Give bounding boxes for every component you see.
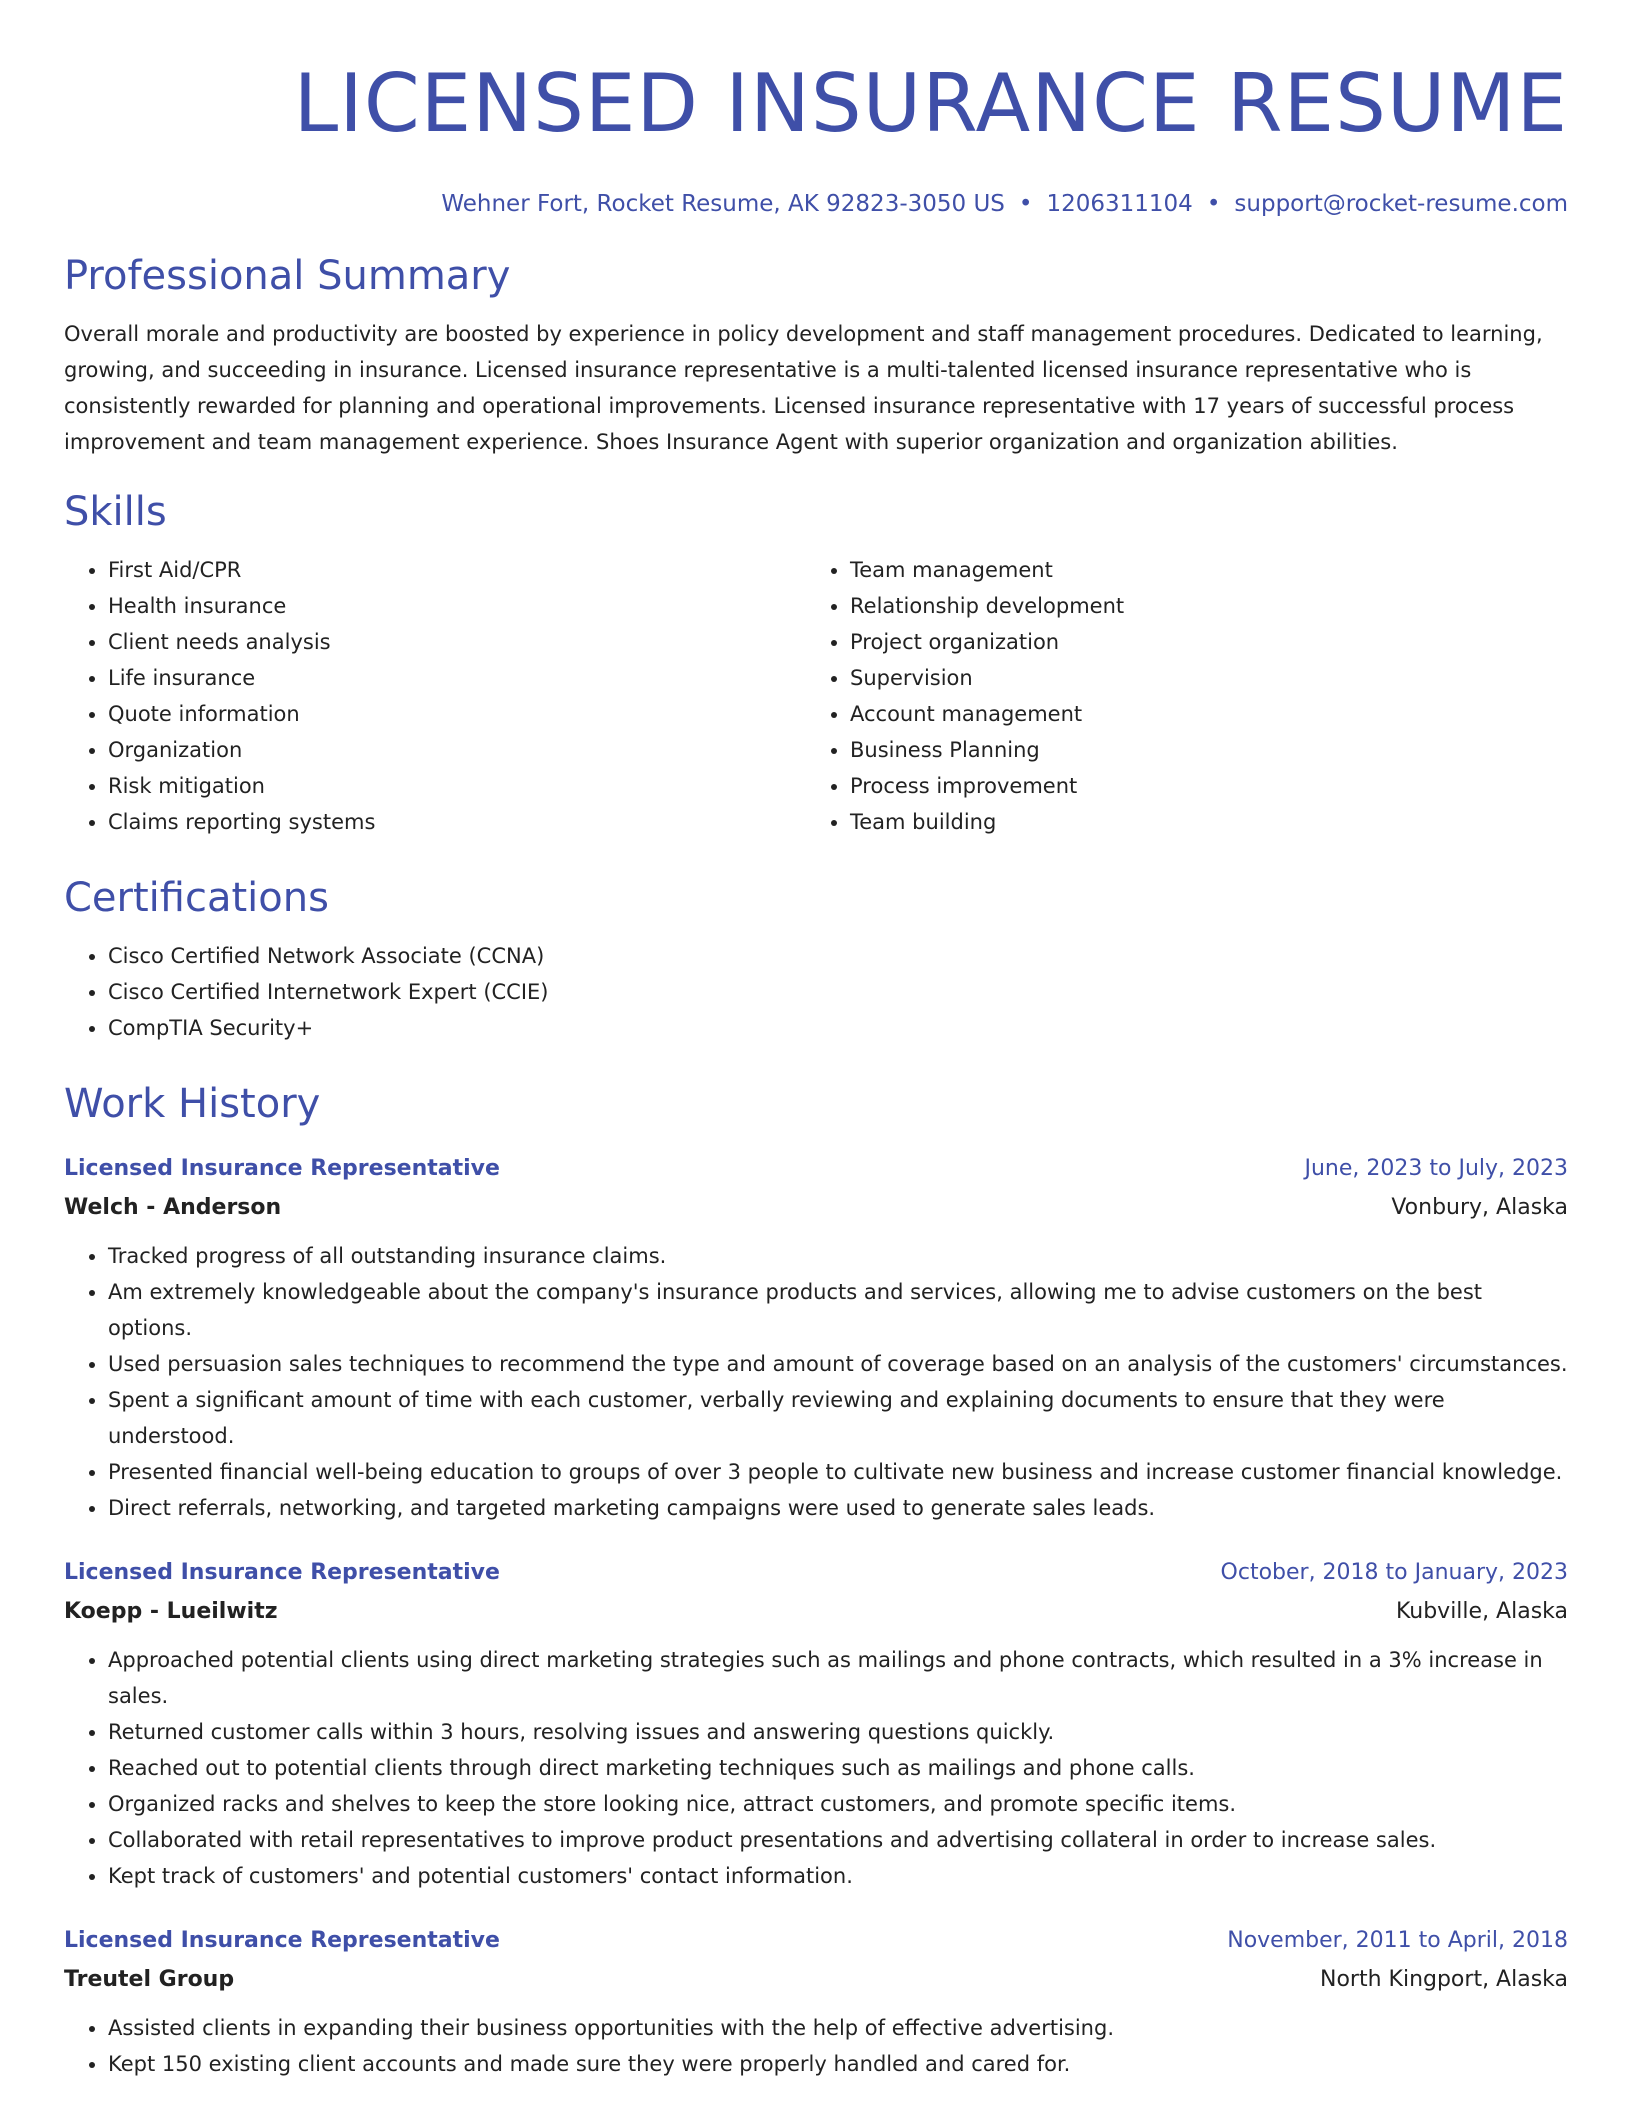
job-company: Koepp - Lueilwitz: [64, 1599, 278, 1624]
job-bullet: • Spent a significant amount of time with each customer, verbally reviewing and explaining documents to ensure that they were understood.: [108, 1382, 1568, 1454]
job-location: North Kingport, Alaska: [1320, 1967, 1568, 1992]
job-bullet: • Am extremely knowledgeable about the company's insurance products and services, allowing me to advise customers on the best options.: [108, 1274, 1568, 1346]
job-bullet: • Approached potential clients using direct marketing strategies such as mailings and phone contracts, which resulted in a 3% increase in sales.: [108, 1642, 1568, 1714]
skills-column-right: [806, 552, 1548, 840]
section-heading-summary: Professional Summary: [64, 253, 511, 299]
job-bullet: • Organized racks and shelves to keep the store looking nice, attract customers, and promote specific items.: [108, 1786, 1568, 1822]
section-heading-work-history: Work History: [64, 1081, 321, 1127]
job-company-row: [64, 1960, 1568, 2000]
contact-address: Wehner Fort, Rocket Resume, AK 92823-3050 US: [441, 191, 1005, 217]
certification-item: • CompTIA Security+: [108, 1010, 1568, 1046]
skill-item: • Life insurance: [108, 660, 806, 696]
job-bullet: • Assisted clients in expanding their business opportunities with the help of effective advertising.: [108, 2010, 1568, 2046]
job-bullet: • Direct referrals, networking, and targeted marketing campaigns were used to generate sales leads.: [108, 1490, 1568, 1526]
skill-item: • Client needs analysis: [108, 624, 806, 660]
skill-item: • Quote information: [108, 696, 806, 732]
job-company: Treutel Group: [64, 1967, 235, 1992]
skills-section: [64, 484, 1568, 840]
job-title: Licensed Insurance Representative: [64, 1928, 500, 1953]
skill-item: • Supervision: [850, 660, 1548, 696]
job-entry: [64, 1922, 1568, 2082]
job-dates: November, 2011 to April, 2018: [1227, 1928, 1568, 1953]
skill-item: • Team management: [850, 552, 1548, 588]
certification-item: • Cisco Certified Internetwork Expert (CCIE): [108, 974, 1568, 1010]
job-entry: [64, 1554, 1568, 1894]
job-bullet: • Kept 150 existing client accounts and made sure they were properly handled and cared for.: [108, 2046, 1568, 2082]
skills-column-left: [64, 552, 806, 840]
contact-separator: •: [1206, 191, 1221, 217]
work-history-section: [64, 1076, 1568, 2082]
job-dates: June, 2023 to July, 2023: [1304, 1156, 1568, 1181]
skill-item: • Process improvement: [850, 768, 1548, 804]
certification-item: • Cisco Certified Network Associate (CCNA): [108, 938, 1568, 974]
job-entry: [64, 1150, 1568, 1526]
job-header-row: [64, 1554, 1568, 1592]
skill-item: • Risk mitigation: [108, 768, 806, 804]
job-bullet: • Used persuasion sales techniques to recommend the type and amount of coverage based on an analysis of the customers' circumstances.: [108, 1346, 1568, 1382]
job-bullet: • Presented financial well-being education to groups of over 3 people to cultivate new business and increase customer financial knowledge.: [108, 1454, 1568, 1490]
job-location: Vonbury, Alaska: [1391, 1195, 1568, 1220]
skill-item: • Business Planning: [850, 732, 1548, 768]
job-bullet: • Returned customer calls within 3 hours, resolving issues and answering questions quickly.: [108, 1714, 1568, 1750]
skill-item: • Claims reporting systems: [108, 804, 806, 840]
summary-paragraph: Overall morale and productivity are boosted by experience in policy development and staff management procedures. Dedicated to learning, growing, and succeeding in insurance. Licensed insurance representative is a multi-talented licensed insurance representative who is consistently rewarded for planning and operational improvements. Licensed insurance representative with 17 years of successful process improvement and team management experience. Shoes Insurance Agent with superior organization and organization abilities.: [64, 322, 1543, 454]
resume-title: LICENSED INSURANCE RESUME: [293, 57, 1568, 150]
job-header-row: [64, 1922, 1568, 1960]
job-bullet: • Tracked progress of all outstanding insurance claims.: [108, 1238, 1568, 1274]
skills-list-right: [806, 552, 1548, 840]
skill-item: • Organization: [108, 732, 806, 768]
job-company: Welch - Anderson: [64, 1195, 282, 1220]
job-company-row: [64, 1592, 1568, 1632]
job-title: Licensed Insurance Representative: [64, 1560, 500, 1585]
job-bullets: [64, 1642, 1568, 1894]
certifications-section: [64, 870, 1568, 1046]
section-heading-skills: Skills: [64, 489, 167, 535]
job-bullets: [64, 1238, 1568, 1526]
skill-item: • Health insurance: [108, 588, 806, 624]
job-location: Kubville, Alaska: [1395, 1599, 1568, 1624]
professional-summary-section: [64, 248, 1568, 460]
job-bullet: • Kept track of customers' and potential customers' contact information.: [108, 1858, 1568, 1894]
job-bullets: [64, 2010, 1568, 2082]
skills-list-left: [64, 552, 806, 840]
job-company-row: [64, 1188, 1568, 1228]
resume-page: [64, 0, 1568, 2082]
skill-item: • First Aid/CPR: [108, 552, 806, 588]
skill-item: • Project organization: [850, 624, 1548, 660]
contact-phone: 1206311104: [1046, 191, 1193, 217]
job-bullet: • Collaborated with retail representatives to improve product presentations and advertising collateral in order to increase sales.: [108, 1822, 1568, 1858]
job-bullet: • Reached out to potential clients through direct marketing techniques such as mailings and phone calls.: [108, 1750, 1568, 1786]
contact-email[interactable]: support@rocket-resume.com: [1234, 191, 1568, 217]
skills-grid: [64, 552, 1568, 840]
job-header-row: [64, 1150, 1568, 1188]
skill-item: • Relationship development: [850, 588, 1548, 624]
job-dates: October, 2018 to January, 2023: [1220, 1560, 1568, 1585]
contact-line: [64, 180, 1568, 228]
contact-separator: •: [1018, 191, 1033, 217]
certifications-list: [64, 938, 1568, 1046]
skill-item: • Team building: [850, 804, 1548, 840]
job-title: Licensed Insurance Representative: [64, 1156, 500, 1181]
skill-item: • Account management: [850, 696, 1548, 732]
section-heading-certifications: Certifications: [64, 875, 329, 921]
